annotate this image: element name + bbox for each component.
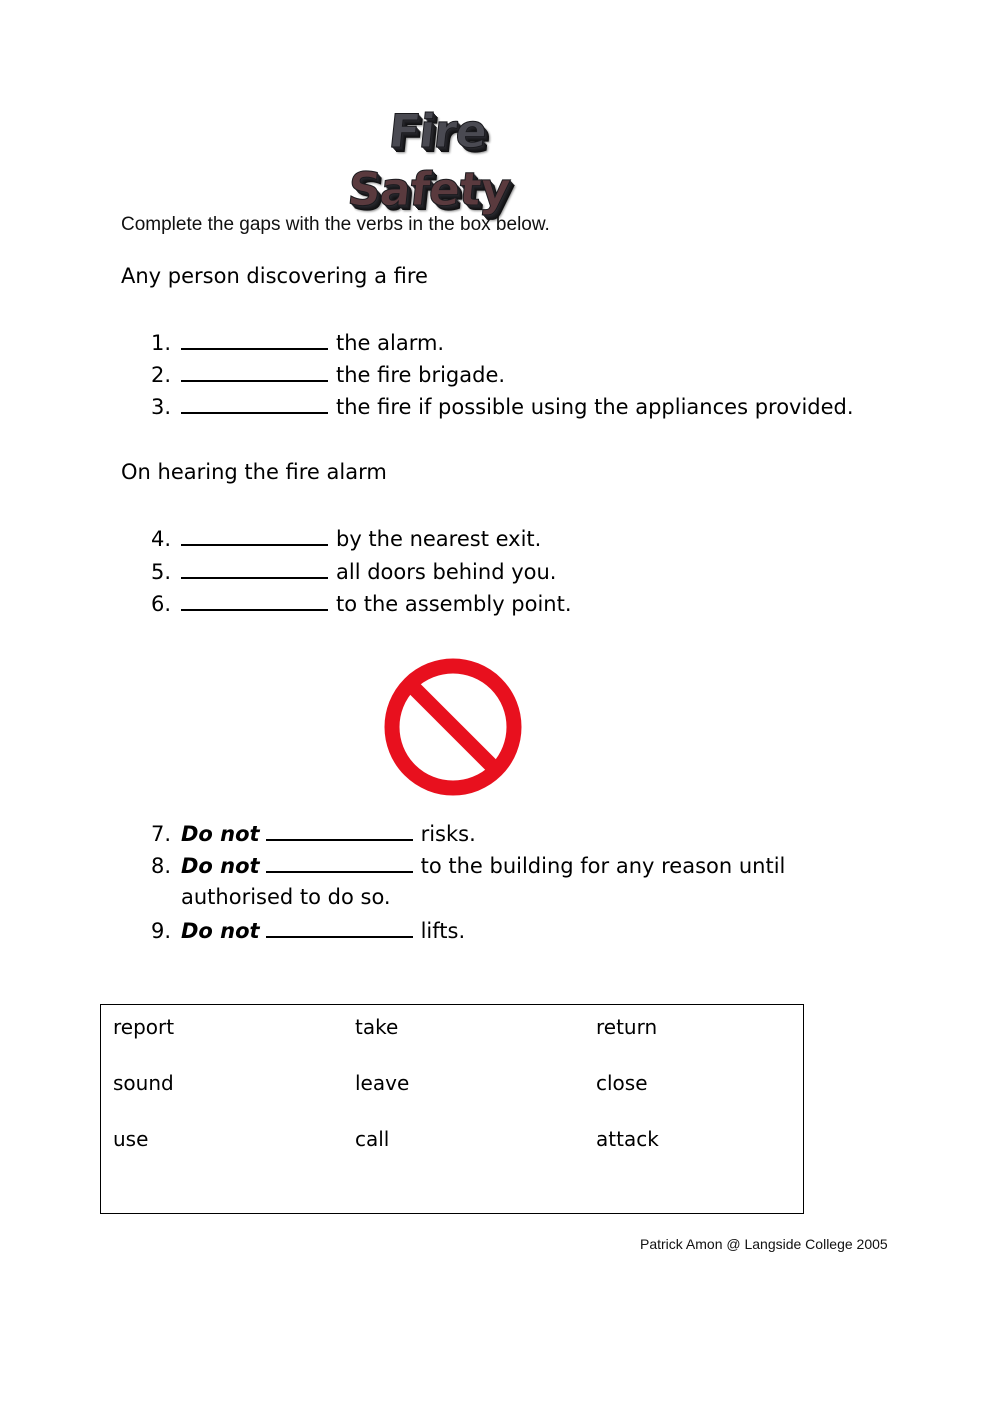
item-text: by the nearest exit.	[336, 527, 542, 551]
item-text: the fire brigade.	[336, 363, 506, 387]
word-attack: attack	[596, 1127, 659, 1151]
word-use: use	[113, 1127, 149, 1151]
list-item-7	[151, 821, 476, 846]
answer-blank[interactable]	[266, 918, 413, 938]
title-line-1: Fire	[386, 104, 489, 158]
answer-blank[interactable]	[181, 330, 328, 350]
word-call: call	[355, 1127, 390, 1151]
item-number: 7.	[151, 822, 172, 846]
item-text: risks.	[420, 822, 476, 846]
item-number: 9.	[151, 919, 172, 943]
section1-heading: Any person discovering a fire	[121, 264, 428, 288]
word-report: report	[113, 1015, 175, 1039]
list-item-8	[151, 853, 786, 909]
answer-blank[interactable]	[181, 362, 328, 382]
item-text-continued: authorised to do so.	[181, 885, 391, 909]
item-number: 3.	[151, 395, 172, 419]
item-number: 4.	[151, 527, 172, 551]
list-item-9	[151, 918, 465, 943]
word-take: take	[355, 1015, 399, 1039]
list-item-4	[151, 526, 541, 551]
word-return: return	[596, 1015, 658, 1039]
item-number: 5.	[151, 560, 172, 584]
item-number: 1.	[151, 331, 172, 355]
word-leave: leave	[355, 1071, 410, 1095]
do-not-label: Do not	[181, 854, 260, 878]
list-item-5	[151, 559, 556, 584]
item-text: lifts.	[420, 919, 466, 943]
verb-word-box	[100, 1004, 804, 1214]
item-text: to the assembly point.	[336, 592, 572, 616]
word-sound: sound	[113, 1071, 174, 1095]
do-not-label: Do not	[181, 919, 260, 943]
item-text: all doors behind you.	[336, 560, 557, 584]
item-text: the fire if possible using the appliances provided.	[336, 395, 854, 419]
answer-blank[interactable]	[181, 591, 328, 611]
list-item-1	[151, 330, 444, 355]
list-item-2	[151, 362, 505, 387]
item-number: 6.	[151, 592, 172, 616]
section2-heading: On hearing the fire alarm	[121, 460, 387, 484]
item-number: 2.	[151, 363, 172, 387]
word-close: close	[596, 1071, 648, 1095]
prohibition-slash	[410, 684, 496, 770]
answer-blank[interactable]	[266, 853, 413, 873]
instruction-text: Complete the gaps with the verbs in the box below.	[121, 214, 550, 235]
list-item-6	[151, 591, 572, 616]
title-line-2: Safety	[345, 162, 513, 216]
item-number: 8.	[151, 854, 172, 878]
item-text: to the building for any reason until	[420, 854, 786, 878]
answer-blank[interactable]	[181, 559, 328, 579]
item-text: the alarm.	[336, 331, 445, 355]
answer-blank[interactable]	[266, 821, 413, 841]
list-item-3	[151, 394, 854, 419]
answer-blank[interactable]	[181, 394, 328, 414]
credit-footer: Patrick Amon @ Langside College 2005	[640, 1236, 888, 1252]
do-not-label: Do not	[181, 822, 260, 846]
no-entry-icon	[383, 657, 523, 797]
answer-blank[interactable]	[181, 526, 328, 546]
